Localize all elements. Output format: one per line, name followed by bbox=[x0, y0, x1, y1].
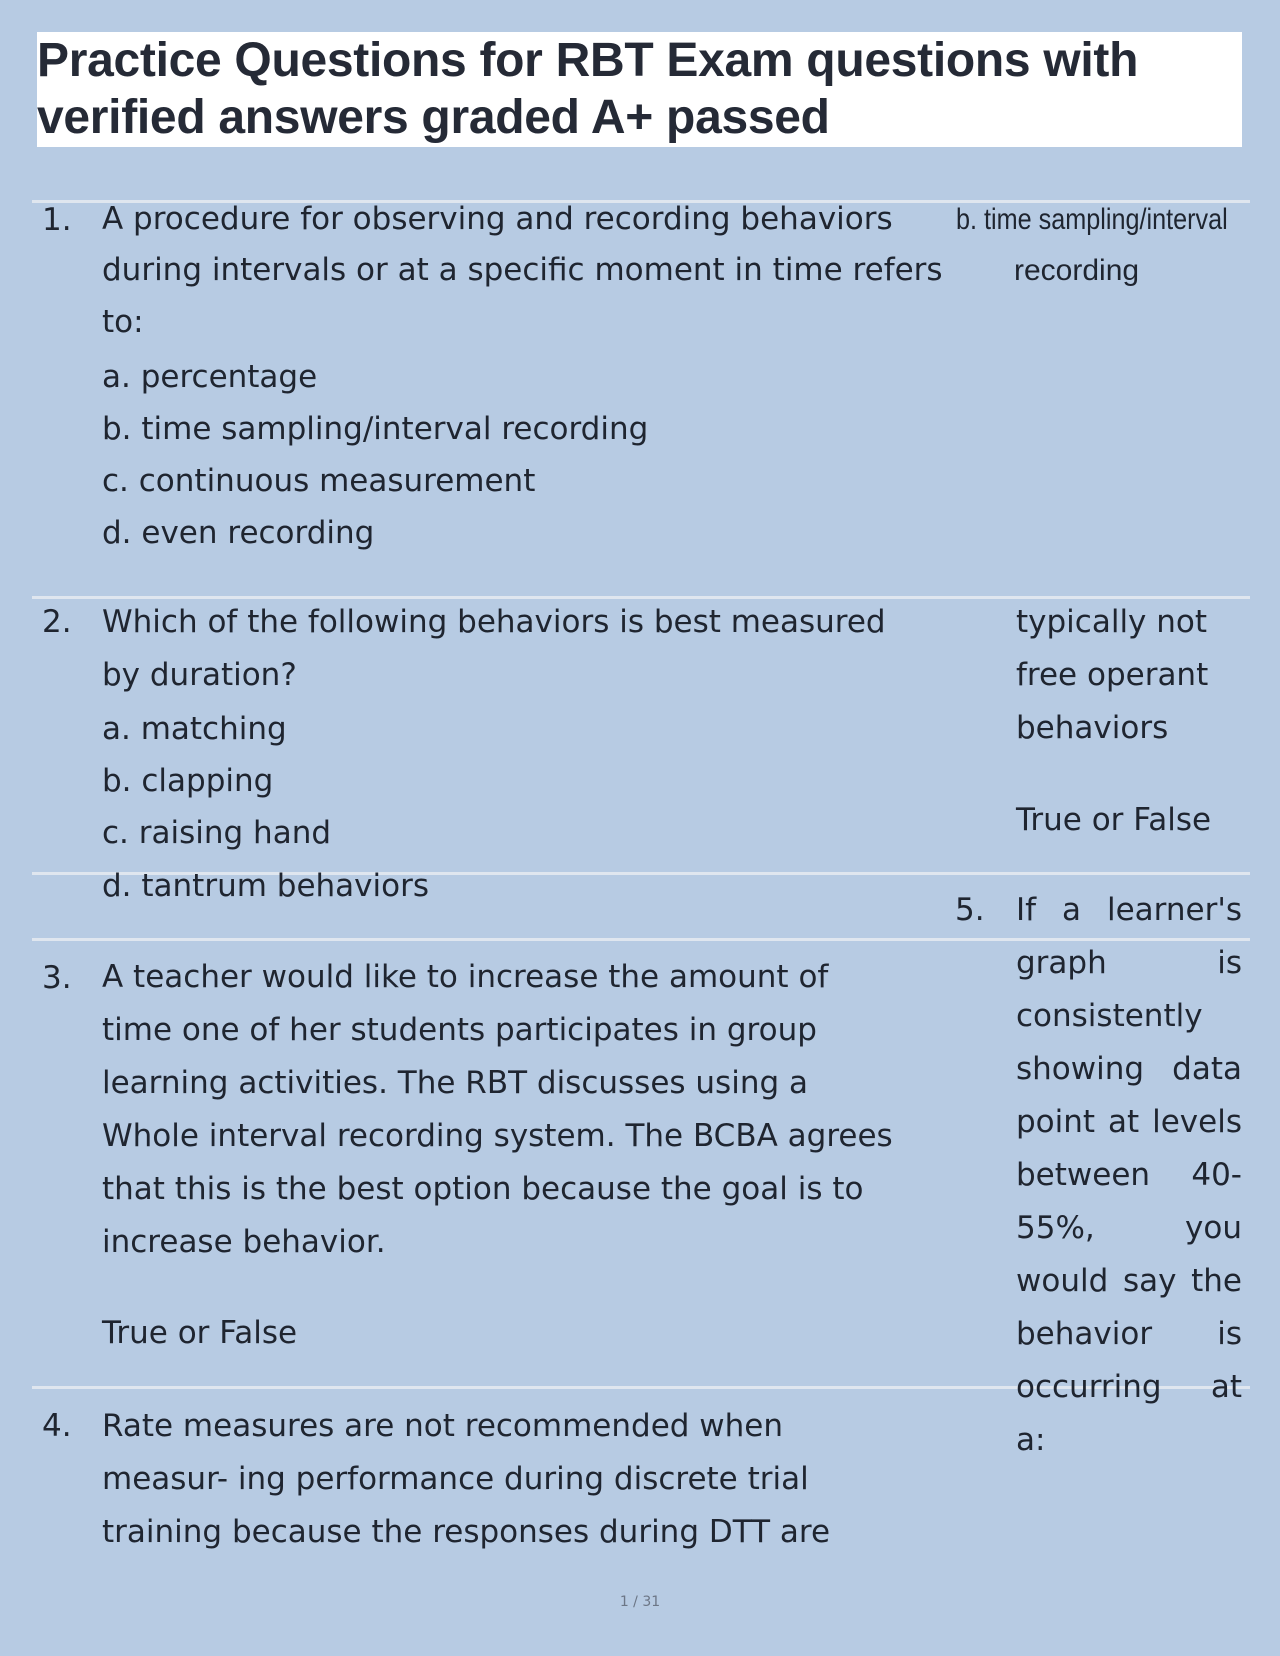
true-false-prompt: True or False bbox=[102, 1315, 298, 1351]
question-text-line: would say the bbox=[1016, 1263, 1242, 1299]
answer-option: d. tantrum behaviors bbox=[102, 868, 429, 904]
question-text-line: behaviors bbox=[1016, 710, 1169, 746]
answer-option: a. percentage bbox=[102, 359, 318, 395]
title-box bbox=[37, 32, 1242, 147]
question-text-line: occurring at bbox=[1016, 1369, 1242, 1405]
document-title: Practice Questions for RBT Exam questions with verified answers graded A+ passed bbox=[37, 34, 1139, 144]
question-text-line: a: bbox=[1016, 1422, 1046, 1458]
question-text-line: typically not bbox=[1016, 604, 1208, 640]
question-number: 1. bbox=[42, 202, 72, 238]
question-text-line: time one of her students participates in group bbox=[102, 1012, 817, 1048]
question-text-line: If a learner's bbox=[1016, 892, 1242, 928]
question-text-line: increase behavior. bbox=[102, 1224, 386, 1260]
answer-option: c. continuous measurement bbox=[102, 463, 536, 499]
question-text-line: consistently bbox=[1016, 998, 1203, 1034]
question-text-line: learning activities. The RBT discusses using a bbox=[102, 1065, 808, 1101]
answer-option: d. even recording bbox=[102, 515, 375, 551]
question-5-text bbox=[1016, 884, 1242, 1467]
question-text-line: between 40- bbox=[1016, 1157, 1242, 1193]
question-text-line: measur- ing performance during discrete trial bbox=[102, 1461, 809, 1497]
answer-option: c. raising hand bbox=[102, 815, 332, 851]
question-number: 3. bbox=[42, 960, 72, 996]
answer-key-line: b. time sampling/interval bbox=[956, 203, 1228, 236]
question-text-line: that this is the best option because the goal is to bbox=[102, 1171, 864, 1207]
question-text-line: Whole interval recording system. The BCBA agrees bbox=[102, 1118, 893, 1154]
answer-key-line: recording bbox=[1014, 254, 1140, 287]
question-text-line: showing data bbox=[1016, 1051, 1242, 1087]
answer-option: b. clapping bbox=[102, 763, 274, 799]
question-text-line: during intervals or at a specific moment in time refers bbox=[102, 252, 943, 288]
question-text-line: training because the responses during DTT are bbox=[102, 1514, 831, 1550]
question-text-line: behavior is bbox=[1016, 1316, 1242, 1352]
question-text-line: A procedure for observing and recording behaviors bbox=[102, 201, 893, 237]
question-text-line: free operant bbox=[1016, 657, 1209, 693]
question-number: 5. bbox=[955, 892, 985, 928]
question-text-line: A teacher would like to increase the amount of bbox=[102, 959, 829, 995]
true-false-prompt: True or False bbox=[1016, 802, 1212, 838]
question-text-line: to: bbox=[102, 304, 144, 340]
answer-option: b. time sampling/interval recording bbox=[102, 411, 649, 447]
question-text-line: by duration? bbox=[102, 657, 297, 693]
question-text-line: Which of the following behaviors is best measured bbox=[102, 604, 886, 640]
question-number: 2. bbox=[42, 604, 72, 640]
question-text-line: graph is bbox=[1016, 945, 1242, 981]
question-text-line: 55%, you bbox=[1016, 1210, 1242, 1246]
page-indicator: 1 / 31 bbox=[619, 1594, 661, 1610]
question-number: 4. bbox=[42, 1408, 72, 1444]
answer-key bbox=[956, 193, 1279, 246]
question-text-line: point at levels bbox=[1016, 1104, 1242, 1140]
answer-option: a. matching bbox=[102, 711, 287, 747]
question-text-line: Rate measures are not recommended when bbox=[102, 1408, 784, 1444]
